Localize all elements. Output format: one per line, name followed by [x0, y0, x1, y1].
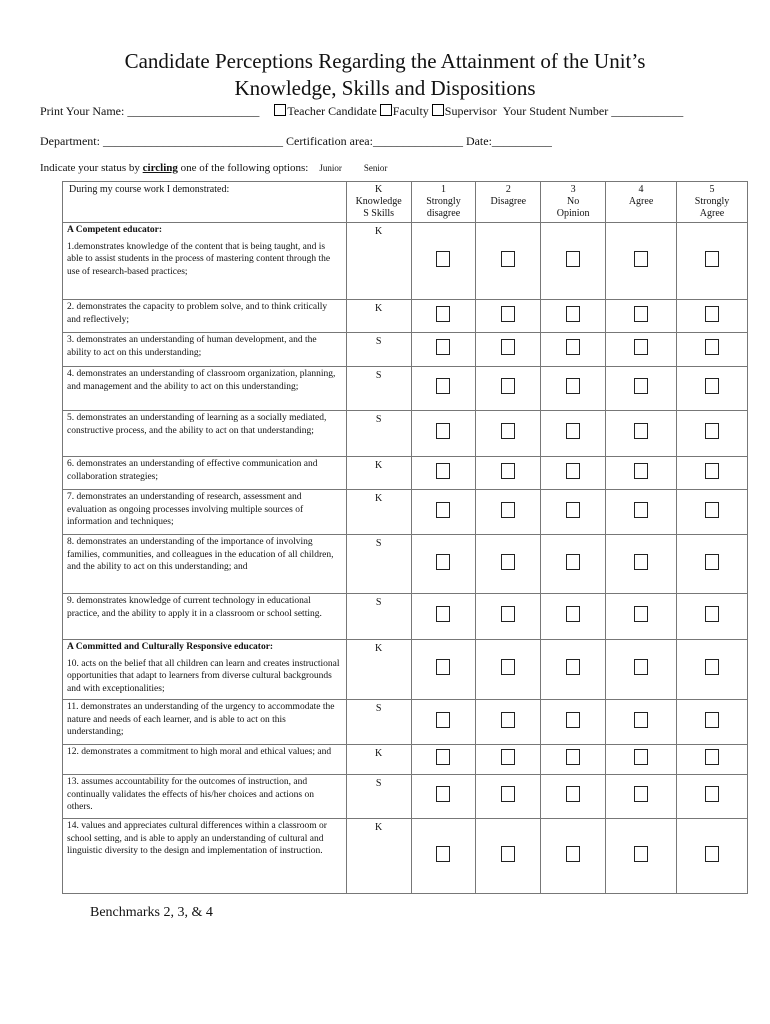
rating-checkbox[interactable] [436, 786, 450, 802]
rating-checkbox[interactable] [501, 306, 515, 322]
rating-cell-2 [476, 640, 541, 700]
header-ks: K Knowledge S Skills [346, 182, 411, 223]
rating-checkbox[interactable] [436, 502, 450, 518]
table-row [63, 819, 748, 894]
table-row [63, 535, 748, 594]
benchmarks-note: Benchmarks 2, 3, & 4 [90, 905, 213, 920]
table-row [63, 745, 748, 775]
rating-cell-1 [411, 640, 476, 700]
rating-checkbox[interactable] [634, 554, 648, 570]
teacher-candidate-checkbox[interactable] [274, 104, 286, 116]
item-text: 7. demonstrates an understanding of research, assessment and evaluation as ongoing processes involving multiple sources of information and techniques; [67, 492, 304, 527]
rating-cell-4 [606, 457, 677, 490]
rating-cell-2 [476, 223, 541, 300]
rating-cell-1 [411, 745, 476, 775]
ks-code: K [346, 457, 411, 490]
ks-code: K [346, 640, 411, 700]
rating-checkbox[interactable] [501, 786, 515, 802]
item-text: 9. demonstrates knowledge of current technology in educational practice, and the ability to apply it in a classroom or school setting. [67, 596, 322, 619]
item-statement [63, 490, 347, 535]
rating-checkbox[interactable] [566, 463, 580, 479]
rating-cell-2 [476, 700, 541, 745]
rating-checkbox[interactable] [634, 339, 648, 355]
item-statement [63, 535, 347, 594]
rating-checkbox[interactable] [634, 423, 648, 439]
item-text: 11. demonstrates an understanding of the urgency to accommodate the nature and needs of each learner, and is able to act on this understanding; [67, 702, 335, 737]
rating-checkbox[interactable] [501, 339, 515, 355]
item-text: 5. demonstrates an understanding of learning as a socially mediated, constructive process, and the ability to act on that understanding; [67, 413, 327, 436]
rating-cell-2 [476, 300, 541, 333]
rating-cell-2 [476, 333, 541, 367]
rating-checkbox[interactable] [436, 659, 450, 675]
rating-cell-3 [541, 300, 606, 333]
rating-cell-1 [411, 594, 476, 640]
rating-cell-3 [541, 535, 606, 594]
rating-cell-1 [411, 490, 476, 535]
section-heading: A Committed and Culturally Responsive educator: [67, 642, 274, 652]
rating-checkbox[interactable] [436, 846, 450, 862]
department-line [40, 134, 552, 149]
rating-checkbox[interactable] [566, 378, 580, 394]
item-statement [63, 300, 347, 333]
ks-code: K [346, 819, 411, 894]
rating-cell-3 [541, 223, 606, 300]
rating-checkbox[interactable] [705, 659, 719, 675]
rating-checkbox[interactable] [501, 423, 515, 439]
rating-checkbox[interactable] [705, 423, 719, 439]
rating-cell-2 [476, 535, 541, 594]
rating-checkbox[interactable] [436, 712, 450, 728]
rating-cell-4 [606, 775, 677, 819]
item-statement [63, 819, 347, 894]
rating-cell-5 [677, 700, 748, 745]
rating-checkbox[interactable] [634, 786, 648, 802]
rating-cell-4 [606, 333, 677, 367]
rating-cell-3 [541, 819, 606, 894]
rating-cell-3 [541, 490, 606, 535]
rating-cell-4 [606, 490, 677, 535]
rating-checkbox[interactable] [501, 463, 515, 479]
rating-cell-3 [541, 700, 606, 745]
rating-cell-2 [476, 819, 541, 894]
senior-option[interactable]: Senior [363, 163, 388, 173]
rating-table [62, 181, 748, 894]
item-text: 13. assumes accountability for the outcomes of instruction, and continually validates the effects of his/her choices and actions on others. [67, 777, 315, 812]
page-title-line1: Candidate Perceptions Regarding the Attainment of the Unit’s [124, 49, 646, 73]
rating-cell-2 [476, 457, 541, 490]
table-row [63, 333, 748, 367]
rating-checkbox[interactable] [566, 306, 580, 322]
rating-checkbox[interactable] [501, 251, 515, 267]
ks-code: S [346, 700, 411, 745]
rating-checkbox[interactable] [705, 463, 719, 479]
rating-cell-5 [677, 411, 748, 457]
item-text: 2. demonstrates the capacity to problem solve, and to think critically and reflectively; [67, 302, 328, 325]
rating-checkbox[interactable] [566, 659, 580, 675]
rating-checkbox[interactable] [705, 306, 719, 322]
rating-cell-5 [677, 457, 748, 490]
rating-cell-4 [606, 640, 677, 700]
rating-checkbox[interactable] [705, 502, 719, 518]
rating-checkbox[interactable] [634, 502, 648, 518]
rating-checkbox[interactable] [705, 846, 719, 862]
table-row [63, 411, 748, 457]
status-line: Indicate your status by circling one of the following options: Junior Senior [40, 162, 388, 174]
supervisor-option[interactable]: Supervisor [432, 104, 497, 118]
rating-cell-2 [476, 775, 541, 819]
rating-cell-4 [606, 223, 677, 300]
rating-checkbox[interactable] [566, 712, 580, 728]
rating-checkbox[interactable] [436, 423, 450, 439]
rating-checkbox[interactable] [436, 606, 450, 622]
circling-word: circling [142, 162, 178, 174]
rating-cell-5 [677, 535, 748, 594]
rating-checkbox[interactable] [566, 749, 580, 765]
rating-cell-4 [606, 745, 677, 775]
page-title-line2: Knowledge, Skills and Dispositions [234, 76, 536, 100]
rating-cell-4 [606, 367, 677, 411]
header-scale-3: 3 No Opinion [541, 182, 606, 223]
item-statement [63, 333, 347, 367]
rating-cell-4 [606, 411, 677, 457]
faculty-option[interactable]: Faculty [380, 104, 429, 118]
rating-cell-1 [411, 367, 476, 411]
table-row [63, 700, 748, 745]
rating-cell-2 [476, 367, 541, 411]
rating-checkbox[interactable] [436, 554, 450, 570]
rating-checkbox[interactable] [501, 554, 515, 570]
rating-checkbox[interactable] [705, 554, 719, 570]
rating-cell-3 [541, 594, 606, 640]
faculty-checkbox[interactable] [380, 104, 392, 116]
ks-code: S [346, 775, 411, 819]
rating-checkbox[interactable] [634, 712, 648, 728]
rating-checkbox[interactable] [501, 659, 515, 675]
rating-checkbox[interactable] [501, 502, 515, 518]
ks-code: S [346, 333, 411, 367]
table-row [63, 457, 748, 490]
rating-cell-5 [677, 594, 748, 640]
ks-code: S [346, 367, 411, 411]
rating-cell-5 [677, 333, 748, 367]
rating-cell-5 [677, 819, 748, 894]
item-statement [63, 367, 347, 411]
rating-checkbox[interactable] [566, 251, 580, 267]
rating-cell-3 [541, 367, 606, 411]
rating-checkbox[interactable] [634, 251, 648, 267]
supervisor-checkbox[interactable] [432, 104, 444, 116]
item-statement [63, 457, 347, 490]
rating-cell-3 [541, 775, 606, 819]
ks-code: K [346, 300, 411, 333]
item-statement [63, 594, 347, 640]
rating-checkbox[interactable] [566, 423, 580, 439]
item-statement [63, 223, 347, 300]
rating-cell-3 [541, 333, 606, 367]
rating-checkbox[interactable] [634, 378, 648, 394]
rating-checkbox[interactable] [501, 846, 515, 862]
rating-checkbox[interactable] [501, 712, 515, 728]
rating-cell-5 [677, 490, 748, 535]
rating-checkbox[interactable] [436, 306, 450, 322]
header-row [63, 182, 748, 223]
rating-checkbox[interactable] [705, 712, 719, 728]
table-row [63, 490, 748, 535]
rating-cell-1 [411, 223, 476, 300]
table-row [63, 640, 748, 700]
rating-cell-2 [476, 594, 541, 640]
item-statement [63, 700, 347, 745]
identity-line [40, 104, 683, 119]
rating-checkbox[interactable] [634, 463, 648, 479]
rating-checkbox[interactable] [705, 251, 719, 267]
rating-cell-1 [411, 333, 476, 367]
rating-cell-2 [476, 745, 541, 775]
rating-checkbox[interactable] [705, 339, 719, 355]
rating-cell-3 [541, 745, 606, 775]
rating-checkbox[interactable] [436, 749, 450, 765]
rating-checkbox[interactable] [634, 846, 648, 862]
department-field[interactable]: Department: ______________________________ [40, 134, 283, 148]
rating-checkbox[interactable] [566, 606, 580, 622]
rating-checkbox[interactable] [436, 251, 450, 267]
table-row [63, 300, 748, 333]
rating-checkbox[interactable] [501, 378, 515, 394]
item-text: 8. demonstrates an understanding of the importance of involving families, communities, and colleagues in the education of all children, and the ability to act on this understanding; and [67, 537, 334, 572]
ks-code: K [346, 223, 411, 300]
rating-cell-4 [606, 819, 677, 894]
rating-cell-3 [541, 411, 606, 457]
rating-cell-5 [677, 223, 748, 300]
rating-cell-4 [606, 594, 677, 640]
rating-checkbox[interactable] [634, 749, 648, 765]
rating-checkbox[interactable] [705, 749, 719, 765]
rating-checkbox[interactable] [566, 554, 580, 570]
rating-cell-5 [677, 640, 748, 700]
header-scale-2: 2 Disagree [476, 182, 541, 223]
item-text: 4. demonstrates an understanding of classroom organization, planning, and management and the ability to act on this understanding; [67, 369, 336, 392]
item-text: 10. acts on the belief that all children can learn and creates instructional opportunities that adapt to learners from diverse cultural backgrounds and with exceptionalities; [67, 658, 340, 694]
certification-field[interactable]: Certification area:_______________ [285, 134, 463, 148]
rating-checkbox[interactable] [634, 306, 648, 322]
rating-checkbox[interactable] [634, 659, 648, 675]
rating-cell-4 [606, 700, 677, 745]
rating-checkbox[interactable] [436, 378, 450, 394]
rating-cell-5 [677, 775, 748, 819]
header-demonstrated: During my course work I demonstrated: [63, 182, 347, 223]
rating-checkbox[interactable] [634, 606, 648, 622]
ks-code: S [346, 411, 411, 457]
item-text: 14. values and appreciates cultural differences within a classroom or school setting, and is able to apply an understanding of cultural and linguistic diversity to the design and implementation of instruction. [67, 821, 327, 856]
table-row [63, 223, 748, 300]
rating-checkbox[interactable] [566, 786, 580, 802]
rating-cell-3 [541, 457, 606, 490]
rating-checkbox[interactable] [566, 339, 580, 355]
junior-option[interactable]: Junior [319, 163, 342, 173]
rating-cell-2 [476, 411, 541, 457]
rating-checkbox[interactable] [436, 339, 450, 355]
header-scale-1: 1 Strongly disagree [411, 182, 476, 223]
ks-code: K [346, 745, 411, 775]
table-row [63, 775, 748, 819]
rating-cell-1 [411, 819, 476, 894]
rating-cell-1 [411, 775, 476, 819]
item-statement [63, 411, 347, 457]
item-statement [63, 640, 347, 700]
student-number-field[interactable]: Your Student Number ____________ [502, 104, 684, 118]
ks-code: S [346, 535, 411, 594]
rating-cell-5 [677, 367, 748, 411]
rating-checkbox[interactable] [501, 749, 515, 765]
rating-cell-5 [677, 300, 748, 333]
rating-checkbox[interactable] [705, 606, 719, 622]
rating-checkbox[interactable] [705, 378, 719, 394]
name-field[interactable]: Print Your Name: ______________________ [40, 104, 260, 118]
rating-cell-3 [541, 640, 606, 700]
item-text: 1.demonstrates knowledge of the content that is being taught, and is able to assist students in the process of mastering content through the use of research-based practices; [67, 241, 331, 277]
rating-cell-1 [411, 411, 476, 457]
rating-cell-4 [606, 535, 677, 594]
rating-checkbox[interactable] [436, 463, 450, 479]
date-field[interactable]: Date:__________ [465, 134, 552, 148]
item-text: 6. demonstrates an understanding of effective communication and collaboration strategies; [67, 459, 318, 482]
rating-checkbox[interactable] [705, 786, 719, 802]
rating-checkbox[interactable] [566, 502, 580, 518]
item-text: 12. demonstrates a commitment to high moral and ethical values; and [67, 747, 332, 757]
rating-checkbox[interactable] [501, 606, 515, 622]
teacher-candidate-option[interactable]: Teacher Candidate [274, 104, 376, 118]
ks-code: S [346, 594, 411, 640]
rating-cell-1 [411, 700, 476, 745]
rating-cell-1 [411, 535, 476, 594]
ks-code: K [346, 490, 411, 535]
item-statement [63, 745, 347, 775]
rating-cell-5 [677, 745, 748, 775]
rating-cell-1 [411, 457, 476, 490]
header-scale-5: 5 Strongly Agree [677, 182, 748, 223]
section-heading: A Competent educator: [67, 225, 162, 235]
rating-cell-2 [476, 490, 541, 535]
table-row [63, 367, 748, 411]
header-scale-4: 4 Agree [606, 182, 677, 223]
item-statement [63, 775, 347, 819]
rating-cell-1 [411, 300, 476, 333]
rating-cell-4 [606, 300, 677, 333]
rating-checkbox[interactable] [566, 846, 580, 862]
table-row [63, 594, 748, 640]
item-text: 3. demonstrates an understanding of human development, and the ability to act on this understanding; [67, 335, 317, 358]
